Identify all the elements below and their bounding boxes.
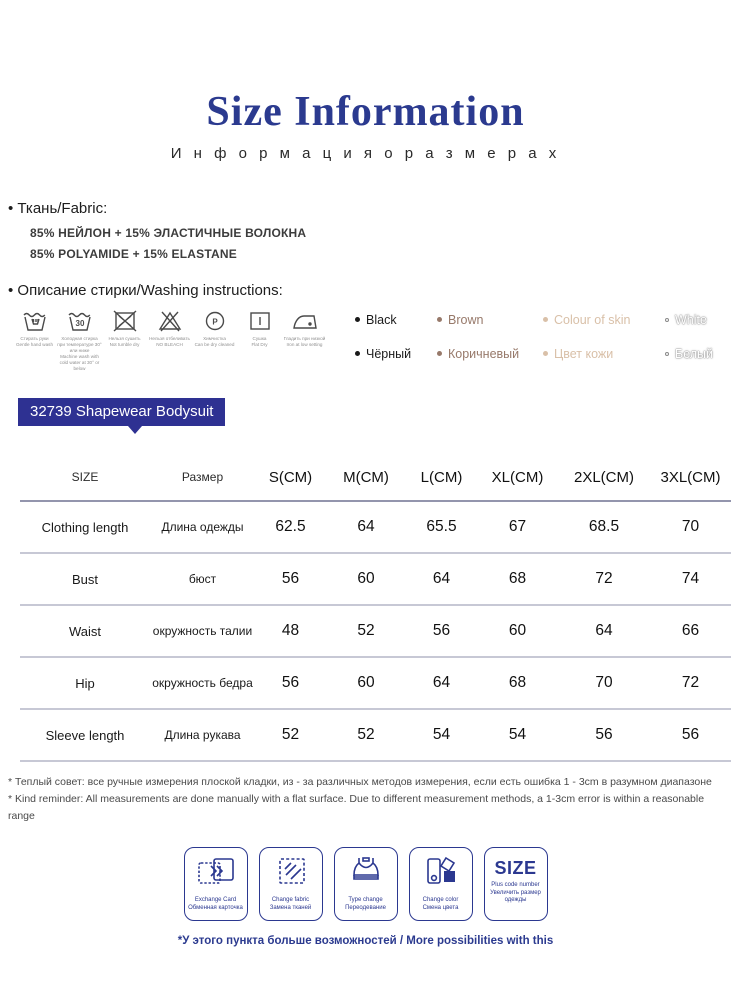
wash-caption-en: Flat Dry [251,342,268,347]
service-caption-ru: Переодевание [345,904,386,911]
service-caption-ru: Обменная карточка [188,904,243,911]
cell-value: 64 [432,570,451,587]
cell-value: 68.5 [588,518,620,535]
washing-icons [12,309,327,372]
wash-caption-ru: Нельзя отбеливать [149,336,190,341]
service-caption-ru: Замена тканей [269,904,312,911]
page-subtitle-ru: И н ф о р м а ц и я о р а з м е р а х [170,145,561,162]
row-label-en: Hip [75,675,95,691]
skin-dot [543,317,548,322]
cell-value: 54 [432,726,451,743]
color-skin-ru: Цвет кожи [543,347,665,372]
cell-value: 64 [357,518,375,535]
service-caption-ru: Увеличить размер [490,889,541,896]
badge-pointer [128,426,142,434]
service-caption-en: Plus code number [491,882,540,888]
wash-caption-en: NO BLEACH [156,342,183,347]
footer-note: *У этого пункта больше возможностей / More possibilities with this [177,935,554,947]
wash-caption-ru: Стирать руки [20,336,49,341]
service-strip [0,847,731,921]
black-dot [355,317,360,322]
cell-value: 56 [281,570,300,587]
size-table [20,454,731,762]
cell-value: 68 [508,570,527,587]
fabric-line-ru: 85% НЕЙЛОН + 15% ЭЛАСТИЧНЫЕ ВОЛОКНА [30,226,307,240]
color-black-ru: Чёрный [355,347,437,372]
wash-caption-ru: Химчистка [203,336,226,341]
fabric-heading: • Ткань/Fabric: [8,200,731,217]
color-brown-en: Brown [437,313,543,338]
table-row-clothing-length [20,502,731,554]
service-caption-ru2: одежды [504,897,527,903]
note-en: * Kind reminder: All measurements are done manually with a flat surface. Due to different measurement methods, a 1-3cm error is within a reasonable range [8,793,705,822]
product-badge-label: 32739 Shapewear Bodysuit [18,398,225,426]
wash-caption-ru: Холодная стирка при температуре 30° или ниже [57,336,102,353]
white-dot [665,318,669,322]
fabric-line-en: 85% POLYAMIDE + 15% ELASTANE [30,247,237,261]
cell-value: 56 [595,726,613,743]
cell-value: 52 [357,726,375,743]
drip-dry-icon [237,309,282,333]
cell-value: 56 [681,726,700,743]
color-black-en: Black [355,313,437,338]
cell-value: 60 [357,674,375,691]
table-row-sleeve-length [20,710,731,762]
row-label-ru: Длина рукава [164,728,241,742]
row-label-en: Clothing length [41,519,129,535]
service-exchange-card [184,847,248,921]
header-m: M(CM) [343,468,389,486]
svg-text:30: 30 [75,319,84,328]
color-white-en: White [665,313,731,338]
color-white-ru: Белый [665,347,731,372]
exchange-card-icon [195,855,237,894]
do-not-tumble-dry-icon [102,309,147,333]
dry-clean-icon [192,309,237,333]
cell-value: 54 [508,726,527,743]
cell-value: 60 [508,622,527,639]
cell-value: 64 [432,674,451,691]
cell-value: 72 [595,570,613,587]
wash-item [102,309,147,372]
brown-dot [437,317,442,322]
no-bleach-icon [147,309,192,333]
wash-caption-en: Not tumble dry [109,342,140,347]
color-skin-en: Colour of skin [543,313,665,338]
service-caption-en: Type change [348,897,383,903]
wash-caption-ru: Сушка [252,336,267,341]
service-change-color [409,847,473,921]
cell-value: 64 [595,622,613,639]
hand-wash-icon [12,309,57,333]
header-razmer: Размер [181,470,224,484]
cell-value: 52 [281,726,300,743]
row-label-en: Bust [71,571,98,587]
washing-and-colors [0,309,731,372]
wash-item [147,309,192,372]
cell-value: 74 [681,570,700,587]
table-row-bust [20,554,731,606]
cell-value: 70 [595,674,613,691]
header-xl: XL(CM) [491,468,544,486]
header-3xl: 3XL(CM) [660,468,721,486]
row-label-ru: Длина одежды [161,520,244,534]
cell-value: 72 [681,674,700,691]
cell-value: 67 [508,518,527,535]
row-label-ru: бюст [188,572,217,586]
white-dot [665,352,669,356]
cell-value: 56 [432,622,451,639]
wash-item [192,309,237,372]
row-label-ru: окружность бедра [152,676,253,690]
service-caption-en: Change color [422,897,459,903]
row-label-en: Sleeve length [45,727,125,743]
cell-value: 60 [357,570,375,587]
wash-caption-ru: Нельзя сушить [108,336,141,341]
cell-value: 56 [281,674,300,691]
header-size: SIZE [71,470,99,484]
service-change-fabric [259,847,323,921]
change-color-icon [420,855,462,894]
color-brown-ru: Коричневый [437,347,543,372]
change-fabric-icon [270,855,312,894]
header-s: S(CM) [268,468,313,486]
row-label-en: Waist [68,623,102,639]
table-header-row [20,454,731,502]
brown-dot [437,351,442,356]
cell-value: 48 [281,622,300,639]
service-size-plus [484,847,548,921]
size-plus-icon: SIZE [494,858,537,878]
cell-value: 62.5 [275,518,306,535]
wash-caption-en: Machine wash with cold water at 30° or below [59,354,100,371]
wash-item [57,309,102,372]
wash-caption-en: Gentle hand wash [15,342,54,347]
service-caption-ru: Смена цвета [422,904,459,911]
table-row-hip [20,658,731,710]
table-row-waist [20,606,731,658]
row-label-ru: окружность талии [152,624,253,638]
black-dot [355,351,360,356]
header-l: L(CM) [420,468,463,486]
service-caption-en: Exchange Card [194,897,237,903]
iron-low-icon [282,309,327,333]
type-change-icon [345,855,387,894]
washing-heading: • Описание стирки/Washing instructions: [8,282,731,299]
wash-caption-en: Can be dry cleaned [194,342,235,347]
wash-item [237,309,282,372]
wash-30-icon [57,309,102,333]
cell-value: 68 [508,674,527,691]
cell-value: 66 [681,622,700,639]
cell-value: 70 [681,518,700,535]
wash-caption-ru: Гладить при низкой [283,336,326,341]
wash-caption-en: Iron at low setting [286,342,323,347]
cell-value: 52 [357,622,375,639]
svg-text:P: P [211,317,218,327]
color-legend [355,313,731,372]
wash-item [12,309,57,372]
service-caption-en: Change fabric [271,897,310,903]
cell-value: 65.5 [426,518,457,535]
product-badge [18,398,225,426]
header-2xl: 2XL(CM) [573,468,634,486]
skin-dot [543,351,548,356]
service-type-change [334,847,398,921]
page-title: Size Information [206,89,525,135]
wash-item [282,309,327,372]
note-ru: * Теплый совет: все ручные измерения плоской кладки, из - за различных методов измерения, если есть ошибка 1 - 3cm в разумном диапазоне [8,776,712,788]
